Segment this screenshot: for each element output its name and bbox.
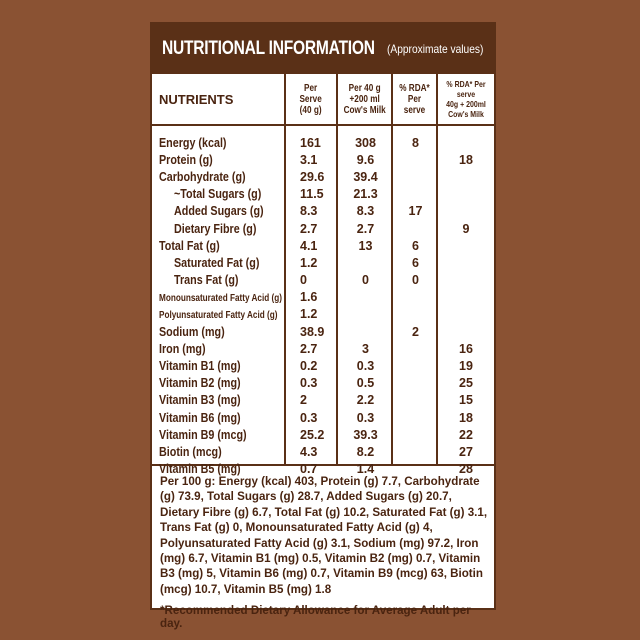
per-40g-milk-value: 0.3 [356, 359, 375, 374]
table-row [152, 134, 494, 151]
per-serve-value: 38.9 [300, 324, 325, 339]
per-serve-value: 1.2 [300, 307, 318, 322]
table-row [152, 306, 494, 323]
nutrient-name: Added Sugars (g) [174, 204, 264, 219]
per-serve-value: 161 [300, 135, 321, 150]
rda-milk-value: 15 [459, 393, 473, 408]
per-serve-value: 0.3 [300, 376, 318, 391]
per-serve-value: 0.3 [300, 410, 318, 425]
table-row [152, 357, 494, 374]
per-serve-value: 2.7 [300, 341, 318, 356]
panel-subtitle: (Approximate values) [387, 42, 484, 56]
nutrient-name: Dietary Fibre (g) [174, 221, 257, 236]
per-40g-milk-value: 39.3 [353, 427, 378, 442]
header-rda: % RDA* Per serve [393, 74, 438, 124]
rda-milk-value: 19 [459, 359, 473, 374]
table-row [152, 186, 494, 203]
header-nutrients: NUTRIENTS [152, 74, 286, 124]
rda-milk-value: 25 [459, 376, 473, 391]
rda-value: 6 [412, 255, 419, 270]
per-serve-value: 3.1 [300, 152, 318, 167]
panel-title: NUTRITIONAL INFORMATION [162, 38, 375, 59]
nutrient-name: ~Total Sugars (g) [174, 187, 262, 202]
nutrient-name: Vitamin B9 (mcg) [159, 427, 247, 442]
nutrient-name: Saturated Fat (g) [174, 255, 260, 270]
nutrient-name: Vitamin B6 (mg) [159, 410, 241, 425]
rda-milk-value: 18 [459, 152, 473, 167]
header-per-serve: Per Serve (40 g) [286, 74, 338, 124]
rda-value: 8 [412, 135, 419, 150]
per-serve-value: 1.6 [300, 290, 318, 305]
nutrient-name: Vitamin B1 (mg) [159, 359, 241, 374]
header-per-40g-milk: Per 40 g +200 ml Cow's Milk [338, 74, 393, 124]
per-serve-value: 2.7 [300, 221, 318, 236]
rda-value: 0 [412, 273, 419, 288]
table-row [152, 203, 494, 220]
header-rda-milk: % RDA* Per serve 40g + 200ml Cow's Milk [446, 79, 486, 119]
per-40g-milk-value: 1.4 [356, 462, 375, 477]
per-40g-milk-value: 308 [355, 135, 376, 150]
per-serve-value: 0.7 [300, 462, 318, 477]
per-serve-value: 4.1 [300, 238, 318, 253]
table-row [152, 392, 494, 409]
table-row [152, 289, 494, 306]
rda-milk-value: 27 [459, 444, 473, 459]
per-40g-milk-value: 39.4 [353, 169, 378, 184]
rda-milk-value: 9 [462, 221, 470, 236]
rda-value: 17 [408, 204, 423, 219]
table-row [152, 340, 494, 357]
per-40g-milk-value: 0 [362, 273, 369, 288]
table-body [152, 126, 494, 477]
nutrient-name: Sodium (mg) [159, 324, 225, 339]
per-40g-milk-value: 21.3 [353, 187, 378, 202]
per-40g-milk-value: 8.2 [356, 444, 375, 459]
table-row [152, 375, 494, 392]
table-row [152, 220, 494, 237]
rda-value: 6 [412, 238, 419, 253]
per-serve-value: 29.6 [300, 169, 325, 184]
nutrient-name: Vitamin B3 (mg) [159, 393, 241, 408]
per-serve-value: 8.3 [300, 204, 318, 219]
rda-milk-value: 22 [459, 427, 473, 442]
nutrient-name: Energy (kcal) [159, 135, 227, 150]
per-serve-value: 4.3 [300, 444, 318, 459]
table-row [152, 443, 494, 460]
per-serve-value: 2 [300, 393, 307, 408]
rda-milk-value: 18 [459, 410, 473, 425]
panel-header [152, 24, 494, 74]
nutrient-name: Biotin (mcg) [159, 444, 222, 459]
per-40g-milk-value: 0.5 [356, 376, 375, 391]
footnote: *Recommended Dietary Allowance for Average Adult per day. [160, 604, 471, 631]
per-serve-value: 25.2 [300, 427, 325, 442]
per-serve-value: 0 [300, 273, 307, 288]
per-serve-value: 1.2 [300, 255, 318, 270]
table-header [152, 74, 494, 126]
rda-value: 2 [412, 324, 419, 339]
nutrient-name: Vitamin B5 (mg) [159, 462, 241, 477]
nutrient-name: Iron (mg) [159, 341, 206, 356]
rda-milk-value: 16 [459, 341, 473, 356]
table-row [152, 461, 494, 478]
nutrient-name: Protein (g) [159, 152, 213, 167]
nutrient-name: Polyunsaturated Fatty Acid (g) [159, 309, 278, 322]
table-row [152, 151, 494, 168]
table-row [152, 237, 494, 254]
table-row [152, 409, 494, 426]
per-40g-milk-value: 3 [362, 341, 369, 356]
per-serve-value: 11.5 [300, 187, 324, 202]
nutrient-name: Monounsaturated Fatty Acid (g) [159, 292, 283, 305]
nutrient-name: Carbohydrate (g) [159, 169, 246, 184]
per-40g-milk-value: 2.2 [356, 393, 375, 408]
nutrient-name: Vitamin B2 (mg) [159, 376, 241, 391]
nutrient-name: Total Fat (g) [159, 238, 220, 253]
per-40g-milk-value: 9.6 [356, 152, 375, 167]
per-40g-milk-value: 0.3 [356, 410, 375, 425]
nutrition-panel [150, 22, 496, 631]
per-40g-milk-value: 8.3 [356, 204, 375, 219]
table-row [152, 254, 494, 271]
per-40g-milk-value: 13 [358, 238, 373, 253]
per-40g-milk-value: 2.7 [356, 221, 375, 236]
table-row [152, 272, 494, 289]
nutrient-name: Trans Fat (g) [174, 273, 239, 288]
table-row [152, 323, 494, 340]
table-row [152, 168, 494, 185]
rda-milk-value: 28 [459, 462, 473, 477]
per-serve-value: 0.2 [300, 359, 318, 374]
table-row [152, 426, 494, 443]
per-100g-text: Per 100 g: Energy (kcal) 403, Protein (g) 7.7, Carbohydrate (g) 73.9, Total Sugars (g) 28.7, Added Sugars (g) 20.7, Dietary Fibre (g) 6.7, Total Fat (g) 10.2, Saturated Fat (g) 3.1, Trans Fat (g) 0, Monounsaturated Fatty Acid (g) 4, Polyunsaturated Fatty Acid (g) 3.1, Sodium (mg) 97.2, Iron (mg) 6.7, Vitamin B1 (mg) 0.5, Vitamin B2 (mg) 0.7, Vitamin B3 (mg) 5, Vitamin B6 (mg) 0.7, Vitamin B9 (mcg) 63, Biotin (mcg) 10.7, Vitamin B5 (mg) 1.8 [160, 475, 488, 596]
